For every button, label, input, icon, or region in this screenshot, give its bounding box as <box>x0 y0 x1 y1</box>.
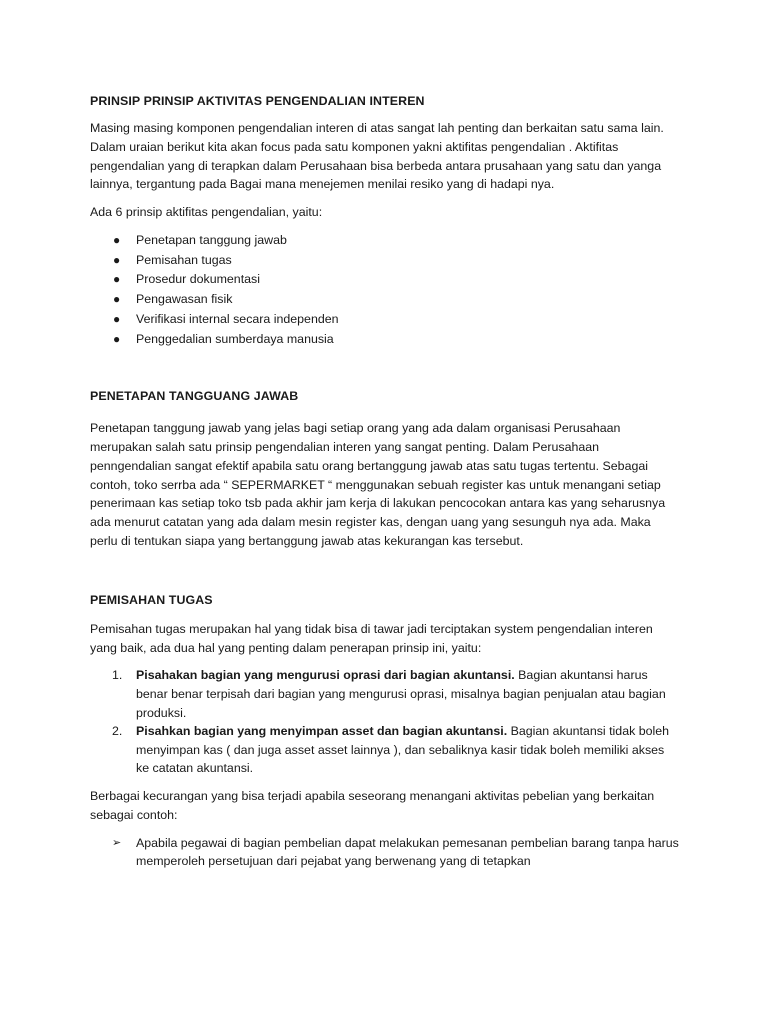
bullet-icon: ● <box>113 311 121 326</box>
list-item-bold: Pisahkan bagian yang menyimpan asset dan bagian akuntansi. <box>136 724 508 739</box>
list-item-text: Bagian akuntansi harus benar benar terpisah dari bagian yang mengurusi oprasi, misalnya bagian penjualan atau bagian produksi. <box>136 668 666 720</box>
bullet-icon: ● <box>113 252 121 267</box>
list-item: ● Pemisahan tugas <box>90 251 680 271</box>
list-item: ● Penggedalian sumberdaya manusia <box>90 330 680 350</box>
list-item: ● Verifikasi internal secara independen <box>90 310 680 330</box>
list-item: ● Pengawasan fisik <box>90 290 680 310</box>
paragraph-pemisahan: Pemisahan tugas merupakan hal yang tidak bisa di tawar jadi terciptakan system pengendalian interen yang baik, ada dua hal yang penting dalam penerapan prinsip ini, yaitu: <box>90 621 653 655</box>
numbered-list <box>90 666 680 778</box>
arrow-bullet-icon: ➢ <box>112 836 122 849</box>
paragraph-penetapan: Penetapan tanggung jawab yang jelas bagi setiap orang yang ada dalam organisasi Perusahaan merupakan salah satu prinsip pengendalian interen yang sangat penting. Dalam Perusahaan penngendalian sangat efektif apabila satu orang bertanggung jawab atas satu tugas tertentu. Sebagai contoh, toko serrba ada “ SEPERMARKET “ menggunakan sebuah register kas untuk menangani setiap penerimaan kas setiap toko tsb pada akhir jam kerja di lakukan pencocokan antara kas yang seharusnya ada menurut catatan yang ada dalam mesin register kas, dengan uang yang sesunguh nya ada. Maka perlu di tentukan siapa yang bertanggung jawab atas kekurangan kas tersebut. <box>90 421 666 548</box>
list-item-bold: Pisahakan bagian yang mengurusi oprasi dari bagian akuntansi. <box>136 668 515 683</box>
paragraph-kecurangan: Berbagai kecurangan yang bisa terjadi apabila seseorang menangani aktivitas pebelian yang berkaitan sebagai contoh: <box>90 788 655 822</box>
bullet-icon: ● <box>113 331 121 346</box>
paragraph-intro: Masing masing komponen pengendalian interen di atas sangat lah penting dan berkaitan satu sama lain. Dalam uraian berikut kita akan focus pada satu komponen yakni aktifitas pengendalian . Aktifitas pengendalian yang di terapkan dalam Perusahaan bisa berbeda antara prusahaan yang satu dan yanga lainnya, tergantung pada Bagai mana menejemen menilai resiko yang di hadapi nya. <box>90 121 664 192</box>
principles-list <box>90 231 680 349</box>
list-item: ● Penetapan tanggung jawab <box>90 231 680 251</box>
list-item: ● Prosedur dokumentasi <box>90 270 680 290</box>
arrow-list <box>90 834 680 871</box>
list-item <box>90 722 680 778</box>
bullet-icon: ● <box>113 232 121 247</box>
section-title-prinsip: PRINSIP PRINSIP AKTIVITAS PENGENDALIAN INTEREN <box>90 94 425 108</box>
bullet-icon: ● <box>113 292 121 307</box>
bullet-icon: ● <box>113 272 121 287</box>
list-number: 2. <box>112 724 123 739</box>
list-item-text: Bagian akuntansi tidak boleh menyimpan kas ( dan juga asset asset lainnya ), dan sebaliknya kasir tidak boleh memiliki akses ke catatan akuntansi. <box>136 724 670 776</box>
section-title-penetapan: PENETAPAN TANGGUANG JAWAB <box>90 389 299 404</box>
list-item <box>90 666 680 722</box>
paragraph-six-principles: Ada 6 prinsip aktifitas pengendalian, yaitu: <box>90 205 323 220</box>
section-title-pemisahan: PEMISAHAN TUGAS <box>90 592 213 607</box>
list-number: 1. <box>112 668 123 683</box>
list-item: ➢ Apabila pegawai di bagian pembelian dapat melakukan pemesanan pembelian barang tanpa harus memperoleh persetujuan dari pejabat yang berwenang yang di tetapkan <box>112 835 679 869</box>
